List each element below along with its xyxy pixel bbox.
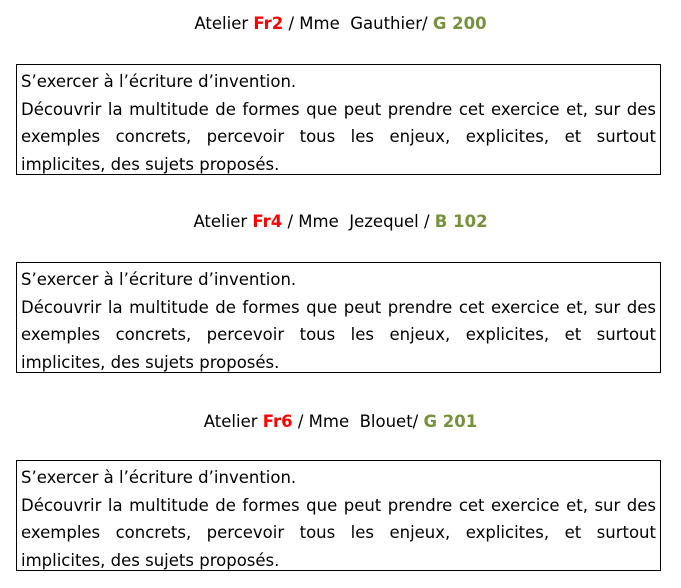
heading-teacher: / Mme Blouet/: [292, 412, 424, 431]
description-line-intro: S’exercer à l’écriture d’invention.: [21, 72, 297, 91]
workshop-room: G 200: [432, 14, 487, 33]
workshop-heading: [0, 14, 681, 34]
description-text: Découvrir la multitude de formes que peut prendre cet exercice et, sur des exemples concrets, percevoir tous les enjeux, explicites, et surtout implicites, des sujets proposés.: [21, 99, 656, 174]
heading-teacher: / Mme Gauthier/: [283, 14, 433, 33]
workshop-code: Fr2: [253, 14, 284, 33]
workshop-code: Fr4: [252, 212, 283, 231]
workshop-description-box: [16, 64, 661, 175]
workshop-code: Fr6: [262, 412, 293, 431]
description-text: Découvrir la multitude de formes que peut prendre cet exercice et, sur des exemples concrets, percevoir tous les enjeux, explicites, et surtout implicites, des sujets proposés.: [21, 297, 656, 372]
workshop-description-box: [16, 262, 661, 373]
workshop-room: B 102: [434, 212, 488, 231]
workshop-heading: [0, 412, 681, 432]
heading-teacher: / Mme Jezequel /: [282, 212, 435, 231]
heading-prefix: Atelier: [203, 412, 263, 431]
heading-prefix: Atelier: [194, 14, 254, 33]
workshop-description-box: [16, 460, 661, 571]
description-text: Découvrir la multitude de formes que peut prendre cet exercice et, sur des exemples concrets, percevoir tous les enjeux, explicites, et surtout implicites, des sujets proposés.: [21, 495, 656, 570]
description-line-intro: S’exercer à l’écriture d’invention.: [21, 468, 297, 487]
description-line-intro: S’exercer à l’écriture d’invention.: [21, 270, 297, 289]
workshop-heading: [0, 212, 681, 232]
heading-prefix: Atelier: [193, 212, 253, 231]
workshop-room: G 201: [423, 412, 478, 431]
